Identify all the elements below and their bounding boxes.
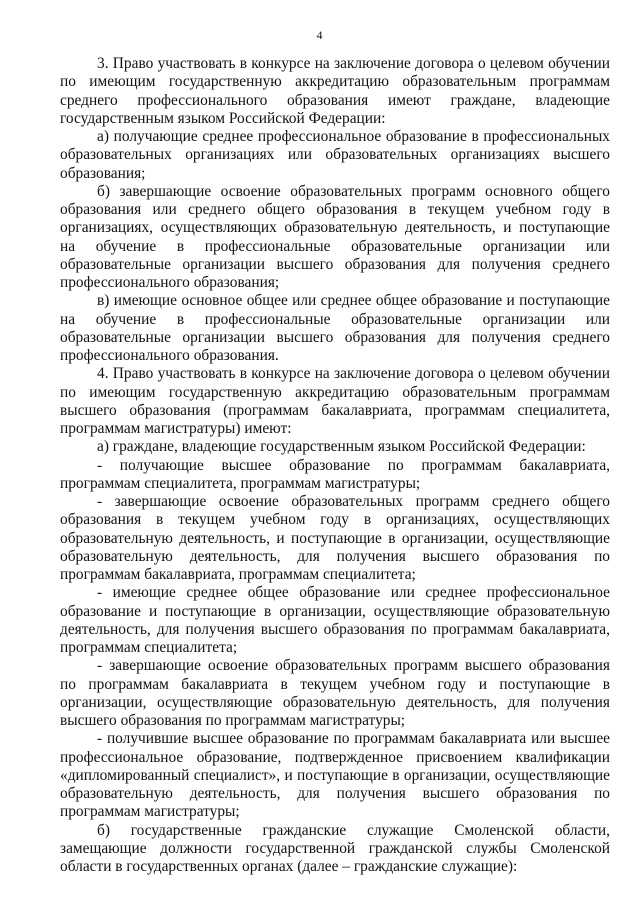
- paragraph-4a: а) граждане, владеющие государственным языком Российской Федерации:: [97, 438, 586, 456]
- paragraph-4: 4. Право участвовать в конкурсе на заключение договора о целевом обучении по имеющим государственную аккредитацию образовательным программам высшего образования (программам бакалавриата, программам специалитета, программам магистратуры) имеют:: [60, 365, 610, 437]
- page-number: 4: [316, 28, 323, 42]
- paragraph-3v: в) имеющие основное общее или среднее общее образование и поступающие на обучение в профессиональные образовательные организации или образовательные организации высшего образования для получения среднего профессионального образования.: [60, 292, 610, 364]
- paragraph-4a-item-4: - завершающие освоение образовательных программ высшего образования по программам бакалавриата в текущем учебном году и поступающие в организации, осуществляющие образовательную деятельность, для получения высшего образования по программам магистратуры;: [60, 657, 610, 729]
- paragraph-4a-item-3: - имеющие среднее общее образование или среднее профессиональное образование и поступающие в организации, осуществляющие образовательную деятельность, для получения высшего образования по программам бакалавриата, программам специалитета;: [60, 584, 610, 656]
- document-body: [60, 55, 610, 876]
- paragraph-3b: б) завершающие освоение образовательных программ основного общего образования или среднего общего образования в текущем учебном году в организациях, осуществляющих образовательную деятельность, и поступающие на обучение в профессиональные образовательные организации или образовательные организации высшего образования для получения среднего профессионального образования;: [60, 182, 610, 291]
- paragraph-3a: а) получающие среднее профессиональное образование в профессиональных образовательных организациях или образовательных организациях высшего образования;: [60, 128, 610, 182]
- paragraph-4a-item-2: - завершающие освоение образовательных программ среднего общего образования в текущем учебном году в организациях, осуществляющих образовательную деятельность, и поступающие в организации, осуществляющие образовательную деятельность, для получения высшего образования по программам бакалавриата, программам специалитета;: [60, 493, 610, 583]
- paragraph-4a-item-1: - получающие высшее образование по программам бакалавриата, программам специалитета, программам магистратуры;: [60, 456, 610, 492]
- paragraph-3: 3. Право участвовать в конкурсе на заключение договора о целевом обучении по имеющим государственную аккредитацию образовательным программам среднего профессионального образования имеют граждане, владеющие государственным языком Российской Федерации:: [60, 55, 610, 127]
- paragraph-4b: б) государственные гражданские служащие Смоленской области, замещающие должности государственной гражданской службы Смоленской области в государственных органах (далее – гражданские служащие):: [60, 821, 610, 875]
- paragraph-4a-item-5: - получившие высшее образование по программам бакалавриата или высшее профессиональное образование, подтвержденное присвоением квалификации «дипломированный специалист», и поступающие в организации, осуществляющие образовательную деятельность, для получения высшего образования по программам магистратуры;: [60, 730, 610, 821]
